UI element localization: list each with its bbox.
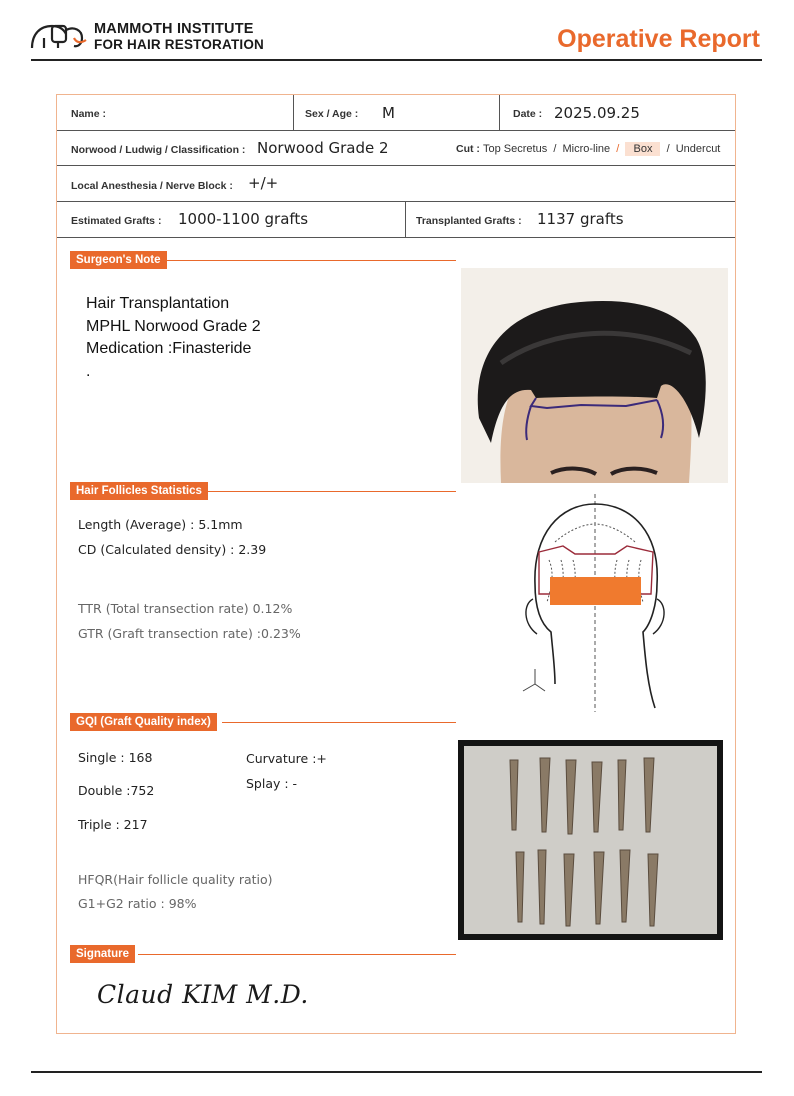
mammoth-logo-icon <box>30 20 90 50</box>
date-value: 2025.09.25 <box>554 104 640 122</box>
divider <box>405 201 406 237</box>
calculated-density: CD (Calculated density) : 2.39 <box>78 542 267 557</box>
graft-transection-rate: GTR (Graft transection rate) :0.23% <box>78 626 301 641</box>
brand-name-line1: MAMMOTH INSTITUTE <box>94 21 254 37</box>
cut-option-micro-line: Micro-line <box>562 143 611 155</box>
row-classification <box>57 130 735 166</box>
row-grafts <box>57 201 735 238</box>
signature: Claud KIM M.D. <box>97 980 309 1009</box>
cut-option-undercut: Undercut <box>675 143 721 155</box>
section-divider <box>208 491 456 492</box>
note-line: Hair Transplantation <box>86 295 230 312</box>
gqi-splay: Splay : - <box>246 776 298 791</box>
follicle-statistics-heading: Hair Follicles Statistics <box>70 482 208 500</box>
cut-options: Top Secretus / Micro-line / Box / Undercut <box>483 143 721 155</box>
surgeons-note-heading: Surgeon's Note <box>70 251 167 269</box>
date-label: Date : <box>513 108 543 120</box>
header-divider <box>31 59 762 61</box>
gqi-single: Single : 168 <box>78 750 153 765</box>
length-average: Length (Average) : 5.1mm <box>78 517 243 532</box>
divider <box>499 95 500 130</box>
row-patient-info <box>57 95 735 131</box>
transplanted-grafts-value: 1137 grafts <box>537 210 624 228</box>
gqi-double: Double :752 <box>78 783 155 798</box>
sex-age-label: Sex / Age : <box>305 108 359 120</box>
cut-label: Cut : <box>456 143 480 155</box>
cut-option-top-secretus: Top Secretus <box>483 143 548 155</box>
transplanted-grafts-label: Transplanted Grafts : <box>416 215 522 227</box>
section-divider <box>164 260 456 261</box>
signature-heading: Signature <box>70 945 135 963</box>
estimated-grafts-label: Estimated Grafts : <box>71 215 162 227</box>
note-line: Medication :Finasteride <box>86 340 252 357</box>
institute-logo <box>30 18 280 54</box>
cut-option-box-selected: Box <box>625 142 660 156</box>
gqi-heading: GQI (Graft Quality index) <box>70 713 217 731</box>
name-label: Name : <box>71 108 107 120</box>
estimated-grafts-value: 1000-1100 grafts <box>178 210 309 228</box>
donor-area-diagram <box>515 494 675 712</box>
patient-hairline-photo <box>461 268 728 483</box>
footer-divider <box>31 1071 762 1073</box>
section-divider <box>138 954 456 955</box>
section-divider <box>222 722 456 723</box>
graft-sample-photo <box>458 740 723 940</box>
brand-name-line2: FOR HAIR RESTORATION <box>94 37 265 52</box>
row-anesthesia <box>57 165 735 202</box>
anesthesia-value: +/+ <box>248 174 279 192</box>
hfqr-label: HFQR(Hair follicle quality ratio) <box>78 872 273 887</box>
anesthesia-label: Local Anesthesia / Nerve Block : <box>71 180 233 192</box>
page-title: Operative Report <box>557 25 760 53</box>
gqi-triple: Triple : 217 <box>78 817 148 832</box>
note-line: . <box>86 363 91 380</box>
g1g2-ratio: G1+G2 ratio : 98% <box>78 896 197 911</box>
sex-age-value: M <box>382 104 395 122</box>
divider <box>293 95 294 130</box>
gqi-curvature: Curvature :+ <box>246 751 327 766</box>
classification-label: Norwood / Ludwig / Classification : <box>71 144 246 156</box>
classification-value: Norwood Grade 2 <box>257 139 389 157</box>
note-line: MPHL Norwood Grade 2 <box>86 318 261 335</box>
total-transection-rate: TTR (Total transection rate) 0.12% <box>78 601 293 616</box>
